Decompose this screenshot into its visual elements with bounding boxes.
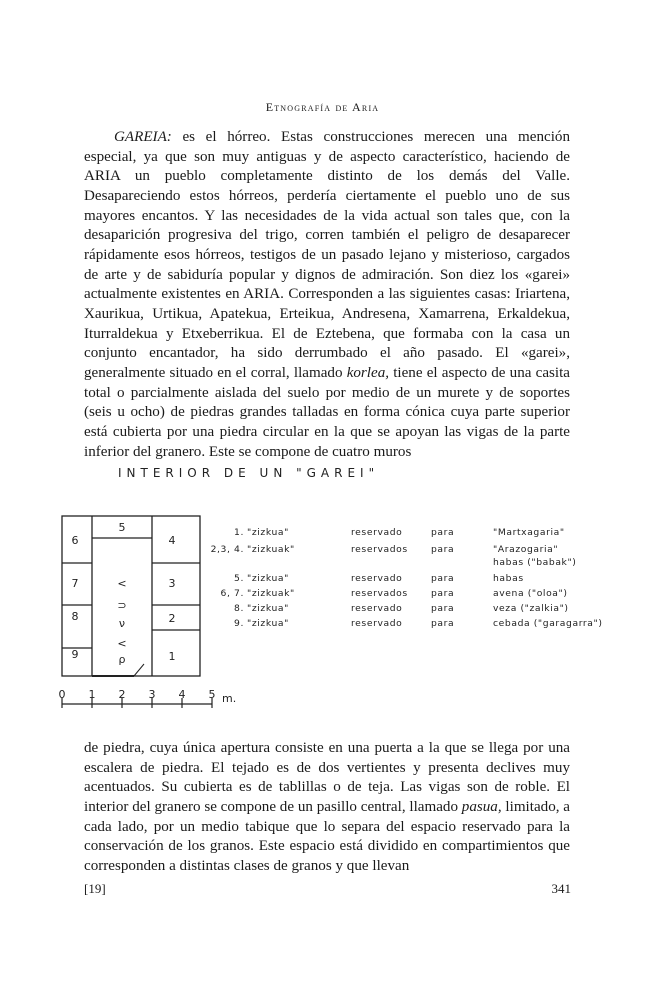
legend-grain: "Arazogaria" — [493, 544, 559, 555]
scale-tick-4: 4 — [178, 688, 186, 701]
legend-line — [204, 557, 577, 568]
corridor-letter-1: < — [117, 577, 127, 590]
legend-line — [204, 527, 565, 538]
legend-line — [204, 618, 603, 629]
granary-floor-plan — [52, 508, 572, 723]
plan-cell-8: 8 — [71, 610, 79, 623]
scale-tick-0: 0 — [58, 688, 66, 701]
legend-grain: veza ("zalkia") — [493, 603, 569, 614]
legend-item: "zizkua" — [247, 573, 289, 584]
legend-reserved: reservados — [351, 588, 408, 599]
paragraph-1 — [84, 128, 570, 462]
scale-tick-3: 3 — [148, 688, 156, 701]
legend-item: "zizkuak" — [247, 544, 295, 555]
legend-reserved: reservados — [351, 544, 408, 555]
diagram-title: INTERIOR DE UN "GAREI" — [118, 466, 380, 480]
plan-cell-6: 6 — [71, 534, 79, 547]
legend-line — [204, 573, 524, 584]
running-head — [0, 100, 645, 115]
legend-item: "zizkua" — [247, 618, 289, 629]
legend-para: para — [431, 603, 455, 614]
para1-segment: tiene el aspecto de una casita total o parcialmente aislada del suelo por medio de un murete y de soportes (seis u ocho) de piedras grandes talladas en forma cónica cuya parte superior está cubierta por una piedra circular en la que se apoyan las vigas de la parte inferior del granero. Este se compone de cuatro muros — [84, 364, 570, 460]
legend-grain: avena ("oloa") — [493, 588, 568, 599]
scale-unit: m. — [222, 692, 237, 705]
legend-grain: habas — [493, 573, 524, 584]
para1-segment: GAREIA: — [114, 129, 172, 145]
corridor-letter-3: ν — [118, 617, 126, 630]
legend-num: 6, 7. — [220, 588, 244, 599]
legend-para: para — [431, 573, 455, 584]
para2-segment: pasua, — [461, 798, 502, 815]
legend-num: 9. — [234, 618, 244, 629]
plan-cell-7: 7 — [71, 577, 79, 590]
para2-segment: limitado, a cada lado, por un medio tabique que lo separa del espacio reservado para la conservación de los granos. Este espacio está dividido en compartimientos que corresponden a distintas clases de granos y que llevan — [84, 798, 570, 874]
legend-line — [204, 603, 569, 614]
scale-tick-5: 5 — [208, 688, 216, 701]
corridor-letter-4: < — [117, 637, 127, 650]
footer-note-number: [19] — [84, 881, 106, 896]
plan-cell-2: 2 — [168, 612, 176, 625]
plan-outer-wall — [62, 516, 200, 676]
scale-bar — [62, 698, 212, 708]
legend-reserved: reservado — [351, 527, 403, 538]
legend-num: 5. — [234, 573, 244, 584]
para2-segment: de piedra, cuya única apertura consiste en una puerta a la que se llega por una escalera de piedra. El tejado es de dos vertientes y presenta declives muy acentuados. Su cubierta es de tablillas o de teja. Las vigas son de roble. El interior del granero se compone de un pasillo central, llamado — [84, 740, 570, 815]
legend-item: "zizkua" — [247, 527, 289, 538]
legend-para: para — [431, 544, 455, 555]
running-head-text: Etnografía de Aria — [265, 100, 380, 114]
legend-reserved: reservado — [351, 618, 403, 629]
corridor-letter-5: ρ — [118, 653, 126, 666]
para1-segment: korlea, — [346, 364, 390, 381]
legend-line — [204, 588, 568, 599]
plan-cell-4: 4 — [168, 534, 176, 547]
legend-reserved: reservado — [351, 603, 403, 614]
plan-cell-3: 3 — [168, 577, 176, 590]
legend-reserved: reservado — [351, 573, 403, 584]
paragraph-2 — [84, 739, 570, 877]
legend-para: para — [431, 527, 455, 538]
legend-num: 1. — [234, 527, 244, 538]
legend-grain: cebada ("garagarra") — [493, 618, 603, 629]
plan-cell-9: 9 — [71, 648, 79, 661]
corridor-letter-2: ⊃ — [117, 599, 127, 612]
plan-cell-1: 1 — [168, 650, 176, 663]
legend-para: para — [431, 618, 455, 629]
legend-item: "zizkuak" — [247, 588, 295, 599]
legend-item: "zizkua" — [247, 603, 289, 614]
plan-cell-5: 5 — [118, 521, 126, 534]
scale-tick-1: 1 — [88, 688, 96, 701]
legend-grain: "Martxagaria" — [493, 527, 565, 538]
legend-para: para — [431, 588, 455, 599]
scale-tick-2: 2 — [118, 688, 126, 701]
legend-grain: habas ("babak") — [493, 557, 577, 568]
para1-segment: es el hórreo. Estas construcciones merecen una mención especial, ya que son muy antiguas y de aspecto característico, haciendo de ARIA un pueblo completamente distinto de los demás del Valle. Desapareciendo estos hórreos, perdería ciertamente el pueblo uno de sus mayores encantos. Y las necesidades de la vida actual son tales que, con la desaparición progresiva del trigo, corren también el peligro de desaparecer rápidamente esos hórreos, testigos de un pasado lejano y misterioso, cargados de arte y de sabiduría popular y dignos de admiración. Son diez los «garei» actualmente existentes en ARIA. Corresponden a las siguientes casas: Iriartena, Xaurikua, Urtikua, Apatekua, Erteikua, Andresena, Xamarrena, Erkaldekua, Iturraldekua y Etxeberrikua. El de Eztebena, que formaba con la casa un conjunto encantador, ha sido derrumbado el año pasado. El «garei», generalmente situado en el corral, llamado — [84, 129, 570, 381]
page-number: 341 — [551, 881, 571, 896]
legend-num: 2,3, 4. — [210, 544, 244, 555]
legend-num: 8. — [234, 603, 244, 614]
legend-line — [204, 544, 558, 555]
